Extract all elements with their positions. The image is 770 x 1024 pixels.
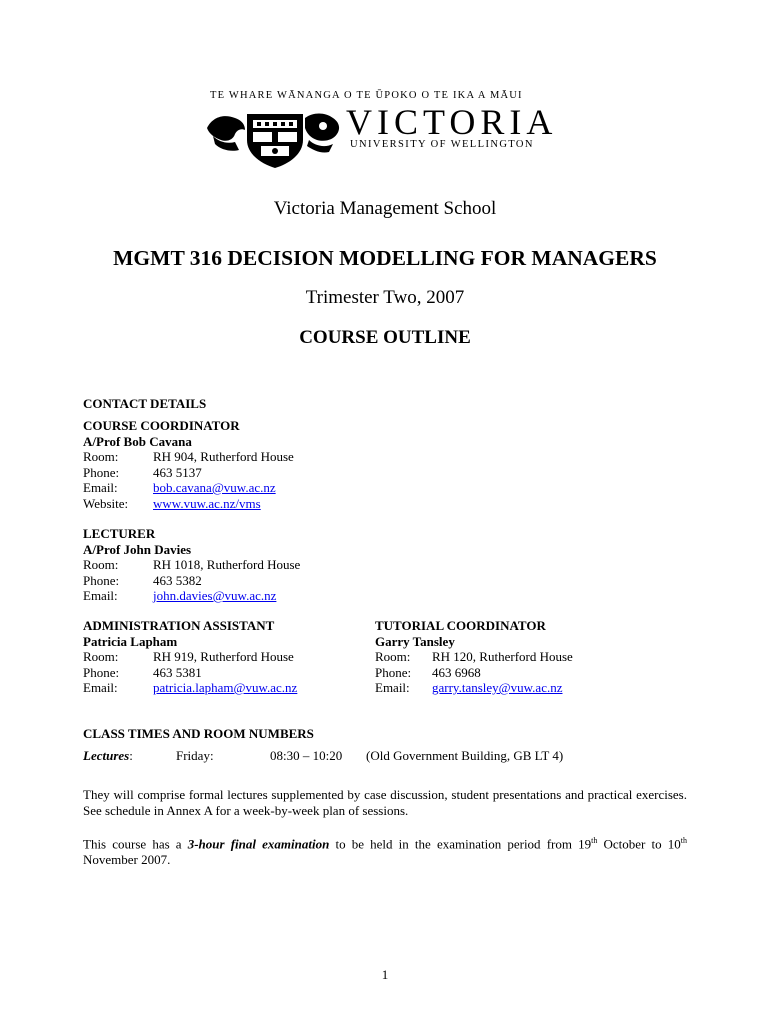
exam-text-a: This course has a xyxy=(83,836,188,852)
lecturer-name: A/Prof John Davies xyxy=(83,541,192,557)
exam-text-d: November 2007. xyxy=(83,852,171,868)
lectures-colon: : xyxy=(129,748,133,763)
coordinator-room: RH 904, Rutherford House xyxy=(153,449,294,464)
superscript-th: th xyxy=(680,836,688,845)
logo-subtitle: UNIVERSITY OF WELLINGTON xyxy=(350,139,534,150)
tutorial-room: RH 120, Rutherford House xyxy=(432,649,573,664)
course-title: MGMT 316 DECISION MODELLING FOR MANAGERS xyxy=(113,246,657,270)
coordinator-website-link[interactable]: www.vuw.ac.nz/vms xyxy=(153,495,261,511)
lecture-description: They will comprise formal lectures supplemented by case discussion, student presentations and practical exercises. See schedule in Annex A for a week-by-week plan of sessions. xyxy=(83,787,687,818)
coordinator-phone: 463 5137 xyxy=(153,464,202,480)
tutorial-role: TUTORIAL COORDINATOR xyxy=(375,618,546,633)
lecturer-phone: 463 5382 xyxy=(153,572,202,588)
website-label: Website: xyxy=(83,495,129,511)
tutorial-phone: 463 6968 xyxy=(432,664,481,680)
logo-wordmark: VICTORIA xyxy=(346,102,558,142)
admin-name: Patricia Lapham xyxy=(83,633,178,649)
course-outline-heading: COURSE OUTLINE xyxy=(299,327,471,348)
tutorial-email-link[interactable]: garry.tansley@vuw.ac.nz xyxy=(432,680,563,695)
phone-label: Phone: xyxy=(375,664,412,680)
email-label: Email: xyxy=(375,680,410,695)
tutorial-name: Garry Tansley xyxy=(375,633,455,649)
email-label: Email: xyxy=(83,680,118,695)
admin-room: RH 919, Rutherford House xyxy=(153,649,294,664)
trimester: Trimester Two, 2007 xyxy=(305,287,465,308)
logo-motto: TE WHARE WĀNANGA O TE ŪPOKO O TE IKA A MĀUI xyxy=(210,90,523,101)
admin-phone: 463 5381 xyxy=(153,664,202,680)
room-label: Room: xyxy=(375,649,411,664)
email-label: Email: xyxy=(83,588,118,603)
coordinator-block xyxy=(83,418,294,511)
lecturer-block xyxy=(83,526,300,604)
room-label: Room: xyxy=(83,649,119,664)
admin-block xyxy=(83,618,297,696)
school-name: Victoria Management School xyxy=(273,198,497,219)
coordinator-name: A/Prof Bob Cavana xyxy=(83,433,192,449)
admin-role: ADMINISTRATION ASSISTANT xyxy=(83,618,275,633)
lecturer-role: LECTURER xyxy=(83,526,156,541)
exam-emphasis: 3-hour final examination xyxy=(187,836,330,852)
tutorial-block xyxy=(375,618,573,696)
room-label: Room: xyxy=(83,557,119,572)
coordinator-email-link[interactable]: bob.cavana@vuw.ac.nz xyxy=(153,480,276,495)
lectures-label: Lectures xyxy=(83,748,130,763)
coordinator-role: COURSE COORDINATOR xyxy=(83,418,240,433)
lecturer-email-link[interactable]: john.davies@vuw.ac.nz xyxy=(153,588,277,603)
phone-label: Phone: xyxy=(83,664,120,680)
class-times-heading: CLASS TIMES AND ROOM NUMBERS xyxy=(83,726,314,741)
exam-text-c: October to 10 xyxy=(597,836,681,852)
exam-text-b: to be held in the examination period from 19 xyxy=(329,836,592,852)
lecture-time: 08:30 – 10:20 xyxy=(270,748,343,763)
university-crest-logo xyxy=(205,106,345,168)
lecturer-room: RH 1018, Rutherford House xyxy=(153,557,301,572)
lecture-day: Friday: xyxy=(176,748,214,763)
admin-email-link[interactable]: patricia.lapham@vuw.ac.nz xyxy=(153,680,298,695)
phone-label: Phone: xyxy=(83,464,120,480)
superscript-th: th xyxy=(591,836,598,845)
email-label: Email: xyxy=(83,480,118,495)
exam-paragraph xyxy=(83,833,687,868)
room-label: Room: xyxy=(83,449,119,464)
lecture-venue: (Old Government Building, GB LT 4) xyxy=(366,748,564,763)
phone-label: Phone: xyxy=(83,572,120,588)
page-number: 1 xyxy=(381,967,389,982)
contact-details-heading: CONTACT DETAILS xyxy=(83,396,207,411)
